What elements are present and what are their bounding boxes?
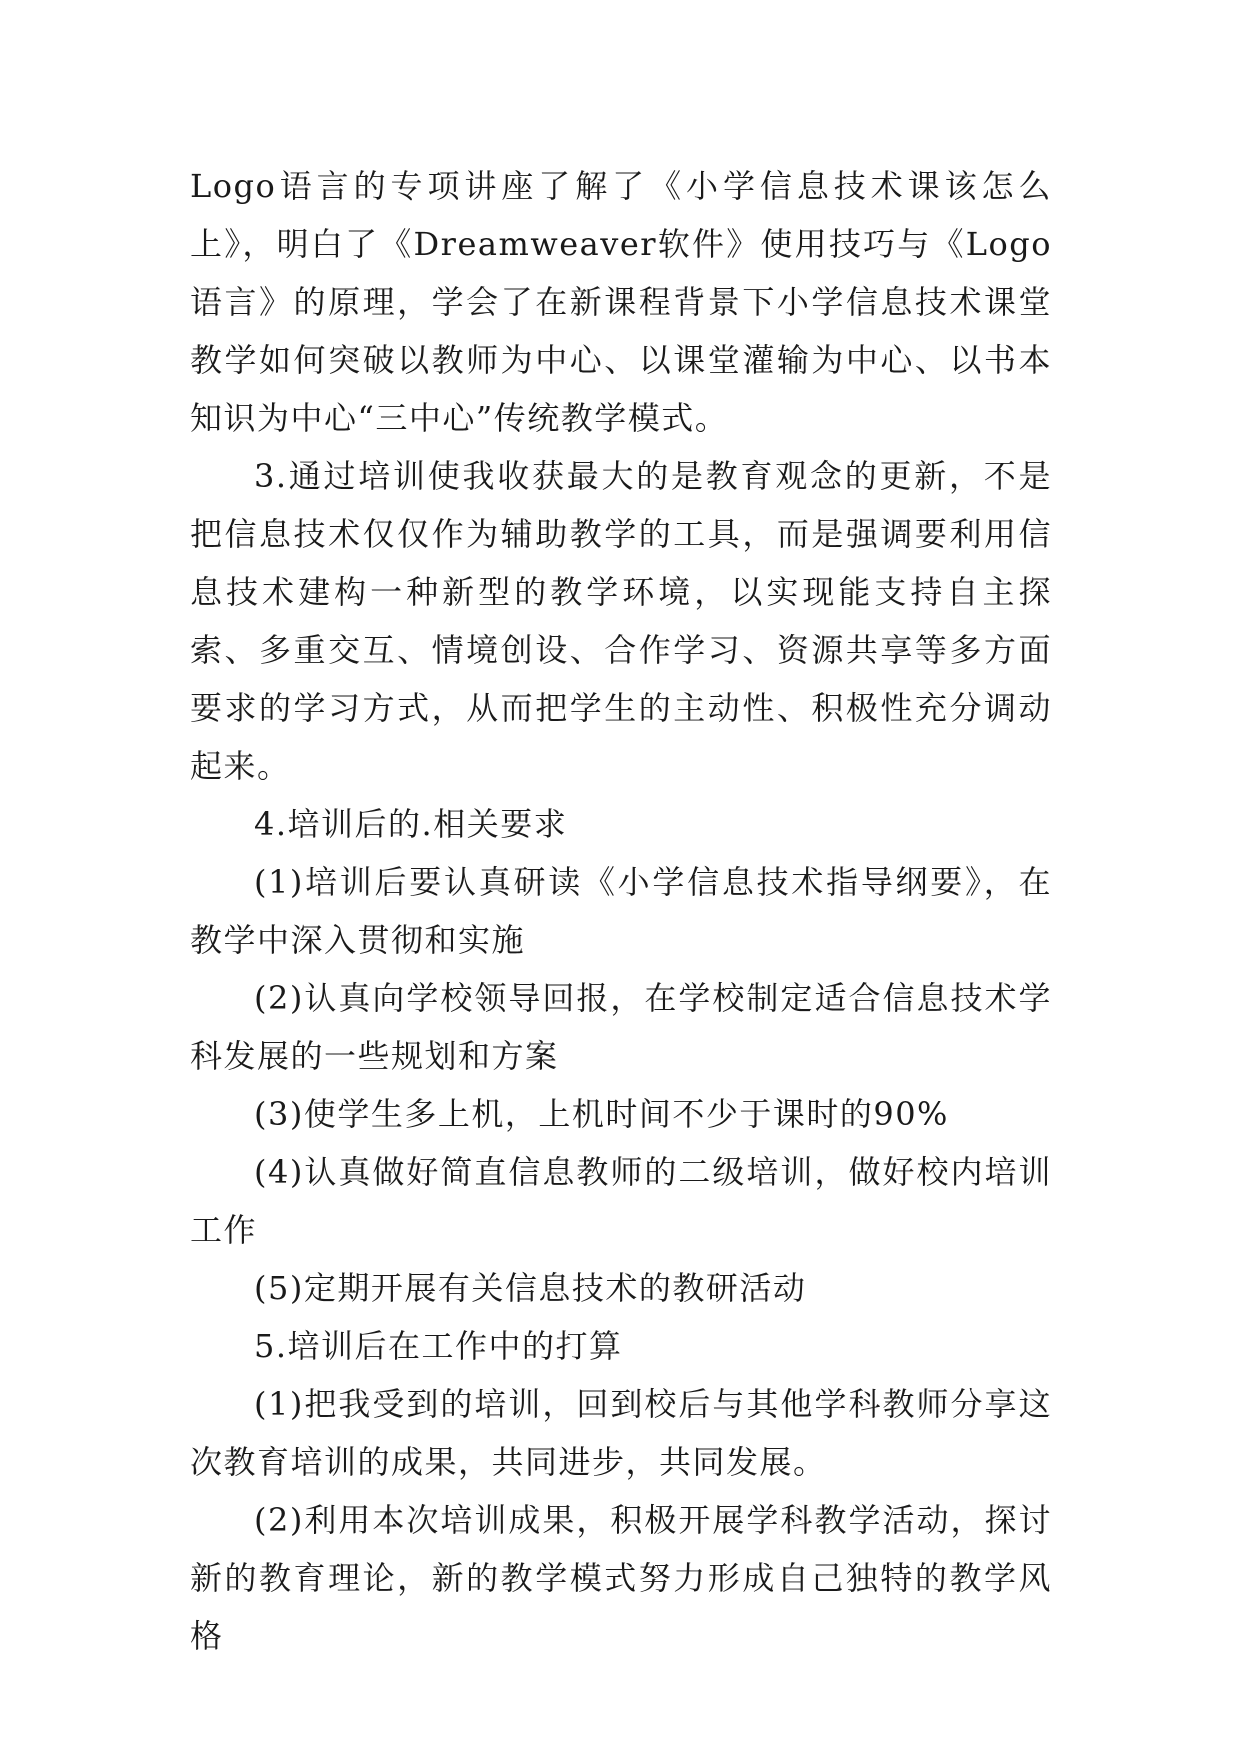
list-item-5-1: (1)把我受到的培训，回到校后与其他学科教师分享这次教育培训的成果，共同进步，共同发展。 — [190, 1385, 1052, 1481]
list-item-4-5: (5)定期开展有关信息技术的教研活动 — [254, 1269, 807, 1307]
list-item-4-1: (1)培训后要认真研读《小学信息技术指导纲要》，在教学中深入贯彻和实施 — [190, 863, 1052, 959]
heading-point-5: 5.培训后在工作中的打算 — [254, 1327, 623, 1365]
list-item-4-4: (4)认真做好简直信息教师的二级培训，做好校内培训工作 — [190, 1153, 1052, 1249]
heading-point-4: 4.培训后的.相关要求 — [254, 805, 568, 843]
list-item-5-2: (2)利用本次培训成果，积极开展学科教学活动，探讨新的教育理论，新的教学模式努力形成自己独特的教学风格 — [190, 1501, 1052, 1655]
list-item-4-2: (2)认真向学校领导回报，在学校制定适合信息技术学科发展的一些规划和方案 — [190, 979, 1052, 1075]
paragraph-continuation: Logo语言的专项讲座了解了《小学信息技术课该怎么上》，明白了《Dreamweaver软件》使用技巧与《Logo语言》的原理，学会了在新课程背景下小学信息技术课堂教学如何突破以教师为中心、以课堂灌输为中心、以书本知识为中心“三中心”传统教学模式。 — [190, 167, 1052, 437]
document-body — [190, 157, 1052, 1665]
paragraph-point-3: 3.通过培训使我收获最大的是教育观念的更新，不是把信息技术仅仅作为辅助教学的工具，而是强调要利用信息技术建构一种新型的教学环境，以实现能支持自主探索、多重交互、情境创设、合作学习、资源共享等多方面要求的学习方式，从而把学生的主动性、积极性充分调动起来。 — [190, 457, 1052, 785]
list-item-4-3: (3)使学生多上机，上机时间不少于课时的90% — [254, 1095, 949, 1133]
